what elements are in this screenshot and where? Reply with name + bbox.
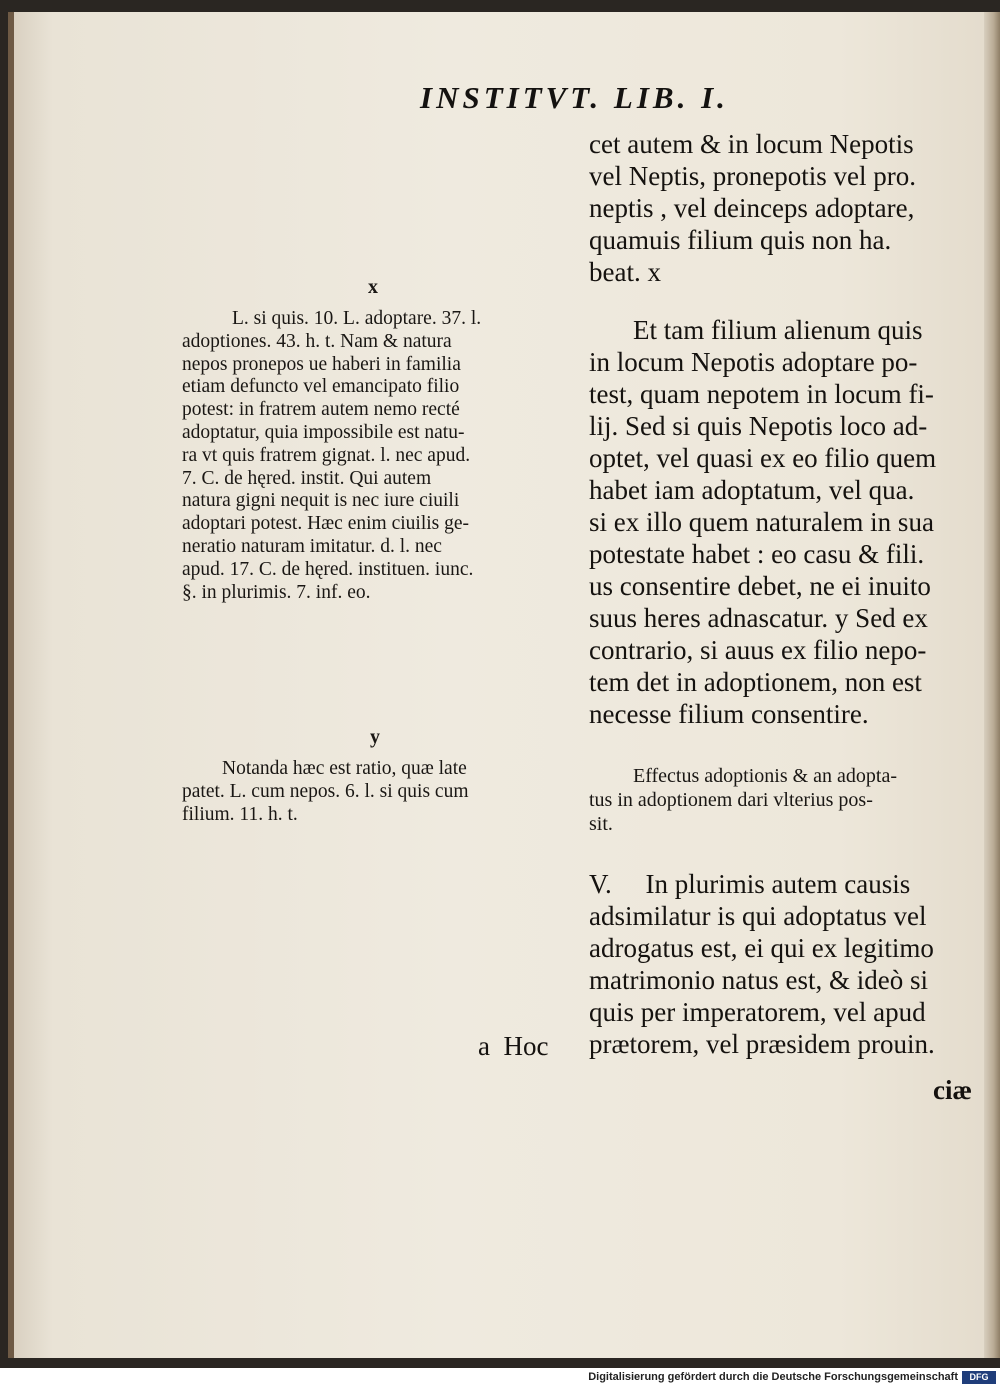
note-marker-x: x (368, 276, 378, 298)
footer-bar (0, 1368, 1000, 1388)
note-line: adoptatur, quia impossibile est natu- (182, 421, 465, 443)
note-line: apud. 17. C. de hęred. instituen. iunc. (182, 558, 474, 580)
note-x (182, 308, 572, 604)
text-line: tem det in adoptionem, non est (589, 667, 922, 697)
footer-credit: Digitalisierung gefördert durch die Deutsche Forschungsgemeinschaft (588, 1371, 958, 1383)
text-line: Effectus adoptionis & an adopta- (633, 765, 898, 787)
text-line: necesse filium consentire. (589, 699, 869, 729)
dfg-logo: DFG (962, 1371, 996, 1384)
note-line: potest: in fratrem autem nemo recté (182, 399, 460, 421)
note-y (182, 758, 572, 826)
catchword-left: a Hoc (478, 1031, 549, 1061)
note-line: natura gigni nequit is nec iure ciuili (182, 490, 460, 512)
text-line: quis per imperatorem, vel apud (589, 997, 926, 1027)
note-line: §. in plurimis. 7. inf. eo. (182, 581, 371, 603)
side-heading (589, 764, 989, 836)
text-line: beat. x (589, 257, 661, 287)
note-line: neratio naturam imitatur. d. l. nec (182, 535, 442, 557)
text-line: adrogatus est, ei qui ex legitimo (589, 933, 934, 963)
note-line: adoptari potest. Hæc enim ciuilis ge- (182, 513, 470, 535)
text-line: quamuis filium quis non ha. (589, 225, 892, 255)
text-line: potestate habet : eo casu & fili. (589, 539, 925, 569)
text-line: neptis , vel deinceps adoptare, (589, 193, 915, 223)
note-line: Notanda hæc est ratio, quæ late (222, 758, 467, 779)
text-line: sit. (589, 813, 613, 835)
note-line: ra vt quis fratrem gignat. l. nec apud. (182, 444, 471, 466)
note-line: nepos pronepos ue haberi in familia (182, 353, 461, 375)
note-line: patet. L. cum nepos. 6. l. si quis cum (182, 780, 469, 802)
main-paragraph-2 (589, 314, 989, 730)
main-paragraph-3 (589, 868, 989, 1060)
text-line: habet iam adoptatum, vel qua. (589, 475, 915, 505)
text-line: V. In plurimis autem causis (589, 869, 911, 899)
text-line: in locum Nepotis adoptare po- (589, 347, 918, 377)
text-line: vel Neptis, pronepotis vel pro. (589, 161, 916, 191)
main-paragraph-1 (589, 128, 989, 288)
text-line: test, quam nepotem in locum fi- (589, 379, 934, 409)
note-marker-y: y (370, 726, 380, 748)
text-line: contrario, si auus ex filio nepo- (589, 635, 927, 665)
text-line: matrimonio natus est, & ideò si (589, 965, 928, 995)
text-line: prætorem, vel præsidem prouin. (589, 1029, 935, 1059)
running-title: INSTITVT. LIB. I. (420, 80, 729, 115)
note-line: L. si quis. 10. L. adoptare. 37. l. (232, 308, 482, 329)
note-line: 7. C. de hęred. instit. Qui autem (182, 467, 432, 489)
text-line: us consentire debet, ne ei inuito (589, 571, 931, 601)
note-line: filium. 11. h. t. (182, 803, 298, 825)
catchword-right: ciæ (933, 1075, 972, 1105)
text-line: optet, vel quasi ex eo filio quem (589, 443, 937, 473)
text-line: cet autem & in locum Nepotis (589, 129, 914, 159)
text-line: si ex illo quem naturalem in sua (589, 507, 934, 537)
text-line: lij. Sed si quis Nepotis loco ad- (589, 411, 928, 441)
text-line: adsimilatur is qui adoptatus vel (589, 901, 927, 931)
text-line: Et tam filium alienum quis (633, 315, 923, 345)
text-line: tus in adoptionem dari vlterius pos- (589, 789, 873, 811)
note-line: etiam defuncto vel emancipato filio (182, 376, 460, 398)
text-line: suus heres adnascatur. y Sed ex (589, 603, 928, 633)
note-line: adoptiones. 43. h. t. Nam & natura (182, 330, 452, 352)
